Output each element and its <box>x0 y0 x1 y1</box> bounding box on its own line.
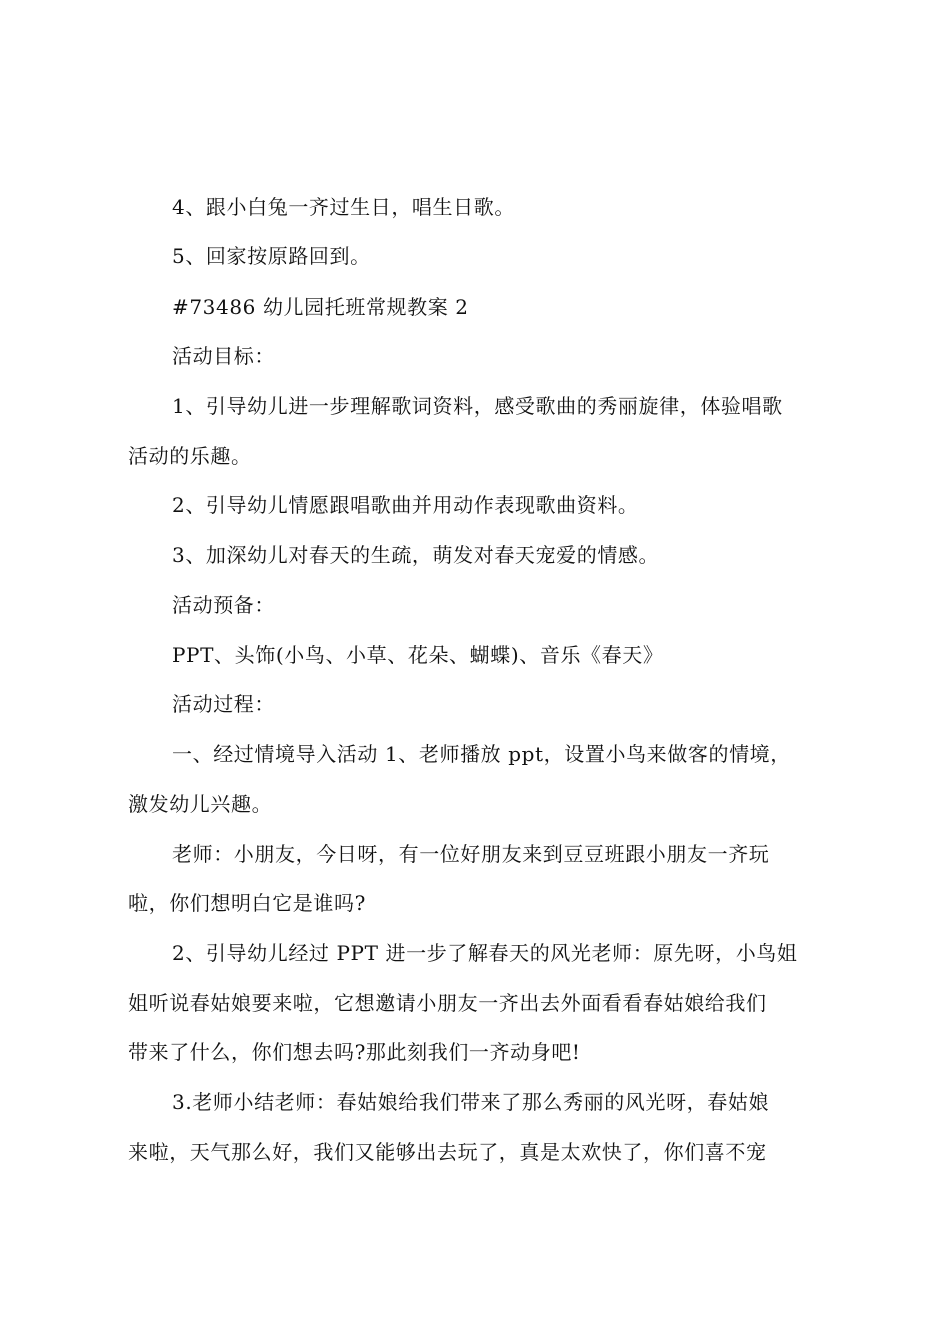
process-1-line-2: 激发幼儿兴趣。 <box>128 792 273 816</box>
goal-2-line: 2、引导幼儿情愿跟唱歌曲并用动作表现歌曲资料。 <box>172 493 639 517</box>
goals-heading: 活动目标： <box>172 344 275 368</box>
process-2-line-3: 带来了什么，你们想去吗?那此刻我们一齐动身吧! <box>128 1040 581 1064</box>
step-4-line: 4、跟小白兔一齐过生日，唱生日歌。 <box>172 195 515 219</box>
teacher-dialogue-line-1: 老师：小朋友，今日呀，有一位好朋友来到豆豆班跟小朋友一齐玩 <box>172 842 770 866</box>
process-3-line-1: 3.老师小结老师：春姑娘给我们带来了那么秀丽的风光呀，春姑娘 <box>172 1090 770 1114</box>
goal-1-line-2: 活动的乐趣。 <box>128 444 252 468</box>
goal-3-line: 3、加深幼儿对春天的生疏，萌发对春天宠爱的情感。 <box>172 543 660 567</box>
process-2-line-1: 2、引导幼儿经过 PPT 进一步了解春天的风光老师：原先呀，小鸟姐 <box>172 941 798 965</box>
teacher-dialogue-line-2: 啦，你们想明白它是谁吗? <box>128 891 366 915</box>
preparation-heading: 活动预备： <box>172 593 275 617</box>
section-title: #73486 幼儿园托班常规教案 2 <box>172 295 469 319</box>
process-2-line-2: 姐听说春姑娘要来啦，它想邀请小朋友一齐出去外面看看春姑娘给我们 <box>128 991 767 1015</box>
process-3-line-2: 来啦，天气那么好，我们又能够出去玩了，真是太欢快了，你们喜不宠 <box>128 1140 767 1164</box>
goal-1-line-1: 1、引导幼儿进一步理解歌词资料，感受歌曲的秀丽旋律，体验唱歌 <box>172 394 783 418</box>
process-1-line-1: 一、经过情境导入活动 1、老师播放 ppt，设置小鸟来做客的情境， <box>172 742 791 766</box>
process-heading: 活动过程： <box>172 692 275 716</box>
step-5-line: 5、回家按原路回到。 <box>172 244 371 268</box>
preparation-items: PPT、头饰(小鸟、小草、花朵、蝴蝶)、音乐《春天》 <box>172 643 664 667</box>
